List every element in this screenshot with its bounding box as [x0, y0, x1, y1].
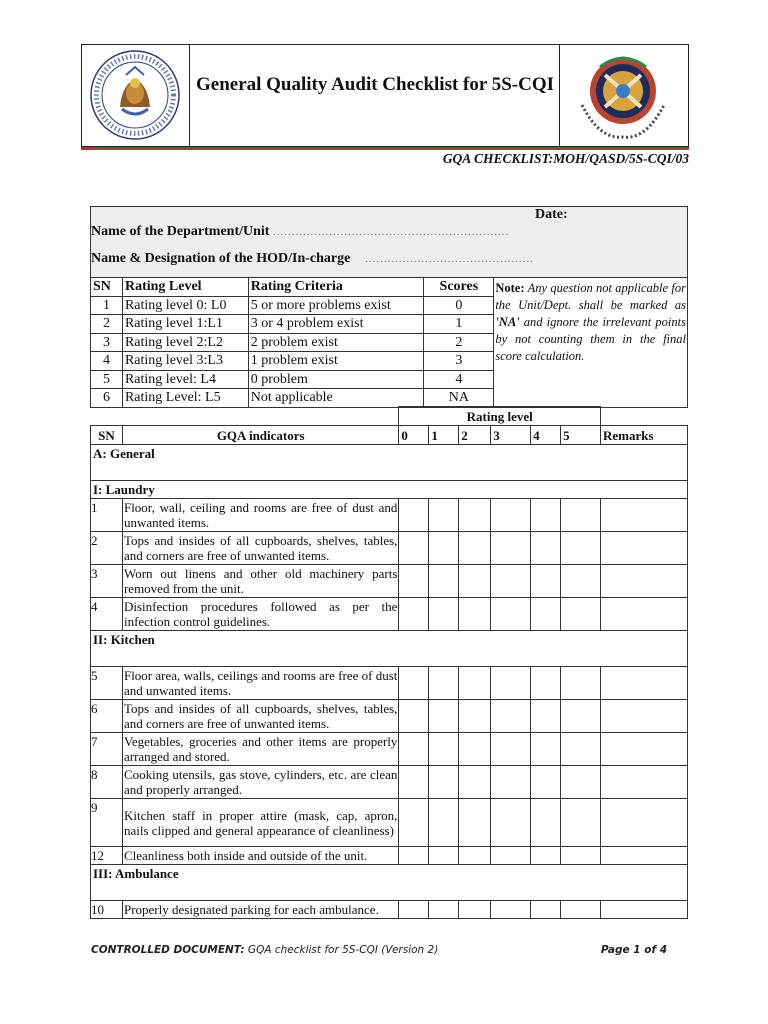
- footer-page-number: Page 1 of 4: [600, 944, 667, 956]
- score-cell[interactable]: [531, 700, 561, 733]
- score-cell[interactable]: [399, 799, 429, 847]
- table-row: 7 Vegetables, groceries and other items are properly arranged and stored.: [91, 733, 688, 766]
- score-cell[interactable]: [491, 565, 531, 598]
- document-code: GQA CHECKLIST:MOH/QASD/5S-CQI/03: [442, 151, 689, 166]
- remarks-header: Remarks: [601, 426, 688, 445]
- note-cell: Note: Any question not applicable for the Unit/Dept. shall be marked as 'NA' and ignore the irrelevant points by not counting them in the final score calculation.: [494, 278, 688, 408]
- score-cell[interactable]: [491, 700, 531, 733]
- score-cell[interactable]: [459, 667, 491, 700]
- rating-header-level: Rating Level: [122, 278, 248, 297]
- table-row: 12 Cleanliness both inside and outside of the unit.: [91, 847, 688, 865]
- department-label: Name of the Department/Unit: [91, 224, 270, 239]
- score-cell[interactable]: [399, 667, 429, 700]
- score-cell[interactable]: [561, 847, 601, 865]
- score-cell[interactable]: [561, 901, 601, 919]
- score-cell[interactable]: [531, 847, 561, 865]
- national-emblem-icon: [560, 45, 688, 146]
- department-field[interactable]: [91, 224, 509, 240]
- score-cell[interactable]: [561, 766, 601, 799]
- rating-header-criteria: Rating Criteria: [248, 278, 424, 297]
- score-cell[interactable]: [429, 901, 459, 919]
- rating-header-sn: SN: [91, 278, 123, 297]
- level-header-2: 2: [459, 426, 491, 445]
- section-ambulance: III: Ambulance: [91, 865, 688, 901]
- hod-dotted-line[interactable]: .............................................: [353, 253, 534, 265]
- remarks-cell[interactable]: [601, 700, 688, 733]
- score-cell[interactable]: [399, 532, 429, 565]
- level-header-3: 3: [491, 426, 531, 445]
- sn-header: SN: [91, 426, 123, 445]
- score-cell[interactable]: [429, 499, 459, 532]
- ministry-seal-icon: [82, 45, 189, 146]
- score-cell[interactable]: [531, 733, 561, 766]
- score-cell[interactable]: [491, 733, 531, 766]
- score-cell[interactable]: [491, 667, 531, 700]
- score-cell[interactable]: [399, 499, 429, 532]
- score-cell[interactable]: [429, 532, 459, 565]
- score-cell[interactable]: [491, 799, 531, 847]
- score-cell[interactable]: [429, 733, 459, 766]
- note-label: Note:: [495, 281, 525, 295]
- score-cell[interactable]: [459, 499, 491, 532]
- score-cell[interactable]: [531, 598, 561, 631]
- remarks-cell[interactable]: [601, 499, 688, 532]
- score-cell[interactable]: [491, 847, 531, 865]
- score-cell[interactable]: [429, 667, 459, 700]
- rating-row: 6 Rating Level: L5 Not applicable NA: [91, 389, 688, 408]
- footer-controlled-document: CONTROLLED DOCUMENT: GQA checklist for 5S-CQI (Version 2): [91, 944, 439, 956]
- level-header-5: 5: [561, 426, 601, 445]
- indicators-header: GQA indicators: [122, 426, 398, 445]
- score-cell[interactable]: [531, 901, 561, 919]
- score-cell[interactable]: [491, 532, 531, 565]
- document-header: [81, 44, 689, 147]
- score-cell[interactable]: [531, 532, 561, 565]
- score-cell[interactable]: [459, 700, 491, 733]
- score-cell[interactable]: [561, 667, 601, 700]
- score-cell[interactable]: [561, 733, 601, 766]
- score-cell[interactable]: [531, 766, 561, 799]
- rating-row: 5 Rating level: L4 0 problem 4: [91, 370, 688, 389]
- score-cell[interactable]: [561, 532, 601, 565]
- remarks-cell[interactable]: [601, 766, 688, 799]
- table-row: 1 Floor, wall, ceiling and rooms are free of dust and unwanted items.: [91, 499, 688, 532]
- info-box: [90, 206, 688, 278]
- score-cell[interactable]: [561, 799, 601, 847]
- rating-row: 1 Rating level 0: L0 5 or more problems exist 0: [91, 296, 688, 315]
- score-cell[interactable]: [561, 700, 601, 733]
- level-header-0: 0: [399, 426, 429, 445]
- score-cell[interactable]: [561, 565, 601, 598]
- score-cell[interactable]: [399, 847, 429, 865]
- score-cell[interactable]: [429, 799, 459, 847]
- rating-header-scores: Scores: [424, 278, 494, 297]
- header-rule: [81, 147, 689, 150]
- score-cell[interactable]: [459, 766, 491, 799]
- remarks-cell[interactable]: [601, 901, 688, 919]
- score-cell[interactable]: [399, 565, 429, 598]
- score-cell[interactable]: [429, 598, 459, 631]
- level-header-1: 1: [429, 426, 459, 445]
- score-cell[interactable]: [531, 565, 561, 598]
- level-header-4: 4: [531, 426, 561, 445]
- score-cell[interactable]: [491, 598, 531, 631]
- table-row: 3 Worn out linens and other old machinery parts removed from the unit.: [91, 565, 688, 598]
- rating-row: 2 Rating level 1:L1 3 or 4 problem exist 1: [91, 315, 688, 334]
- table-row: 9 Kitchen staff in proper attire (mask, cap, apron, nails clipped and general appearance of cleanliness): [91, 799, 688, 847]
- remarks-cell[interactable]: [601, 532, 688, 565]
- score-cell[interactable]: [429, 700, 459, 733]
- remarks-cell[interactable]: [601, 598, 688, 631]
- score-cell[interactable]: [459, 901, 491, 919]
- score-cell[interactable]: [399, 700, 429, 733]
- table-row: 4 Disinfection procedures followed as per the infection control guidelines.: [91, 598, 688, 631]
- table-row: 6 Tops and insides of all cupboards, shelves, tables, and corners are free of unwanted items.: [91, 700, 688, 733]
- score-cell[interactable]: [399, 598, 429, 631]
- score-cell[interactable]: [399, 733, 429, 766]
- section-kitchen: II: Kitchen: [91, 631, 688, 667]
- score-cell[interactable]: [399, 901, 429, 919]
- rating-level-table: [90, 277, 688, 408]
- department-dotted-line[interactable]: ...............................................................: [272, 226, 510, 238]
- hod-field[interactable]: [91, 251, 534, 267]
- score-cell[interactable]: [429, 565, 459, 598]
- score-cell[interactable]: [459, 532, 491, 565]
- date-label: Date:: [535, 207, 568, 222]
- table-row: 5 Floor area, walls, ceilings and rooms are free of dust and unwanted items.: [91, 667, 688, 700]
- score-cell[interactable]: [459, 799, 491, 847]
- remarks-cell[interactable]: [601, 733, 688, 766]
- rating-level-header: Rating level: [399, 407, 601, 426]
- score-cell[interactable]: [429, 766, 459, 799]
- hod-label: Name & Designation of the HOD/In-charge: [91, 251, 351, 266]
- score-cell[interactable]: [531, 667, 561, 700]
- score-cell[interactable]: [491, 901, 531, 919]
- score-cell[interactable]: [459, 847, 491, 865]
- remarks-cell[interactable]: [601, 847, 688, 865]
- remarks-cell[interactable]: [601, 799, 688, 847]
- score-cell[interactable]: [459, 598, 491, 631]
- score-cell[interactable]: [399, 766, 429, 799]
- rating-row: 3 Rating level 2:L2 2 problem exist 2: [91, 333, 688, 352]
- gqa-checklist-table: [90, 406, 688, 919]
- score-cell[interactable]: [429, 847, 459, 865]
- remarks-cell[interactable]: [601, 667, 688, 700]
- score-cell[interactable]: [561, 598, 601, 631]
- table-row: 10 Properly designated parking for each ambulance.: [91, 901, 688, 919]
- score-cell[interactable]: [459, 565, 491, 598]
- table-row: 2 Tops and insides of all cupboards, shelves, tables, and corners are free of unwanted items.: [91, 532, 688, 565]
- left-logo-box: [82, 45, 190, 146]
- remarks-cell[interactable]: [601, 565, 688, 598]
- score-cell[interactable]: [531, 499, 561, 532]
- section-laundry: I: Laundry: [91, 481, 688, 499]
- score-cell[interactable]: [491, 766, 531, 799]
- rating-row: 4 Rating level 3:L3 1 problem exist 3: [91, 352, 688, 371]
- right-logo-box: [559, 45, 688, 146]
- table-row: 8 Cooking utensils, gas stove, cylinders, etc. are clean and properly arranged.: [91, 766, 688, 799]
- document-title: General Quality Audit Checklist for 5S-CQI: [195, 74, 555, 95]
- score-cell[interactable]: [459, 733, 491, 766]
- score-cell[interactable]: [561, 499, 601, 532]
- section-general: A: General: [91, 445, 688, 481]
- score-cell[interactable]: [491, 499, 531, 532]
- score-cell[interactable]: [531, 799, 561, 847]
